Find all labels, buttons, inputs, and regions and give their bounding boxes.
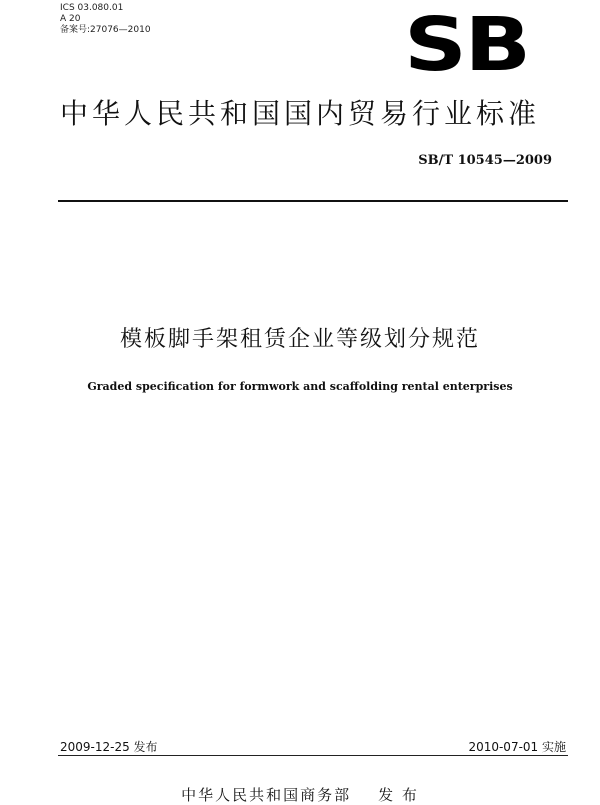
ccs-code: A 20 — [60, 14, 81, 24]
standard-number: SB/T 10545—2009 — [418, 153, 552, 168]
org-title: 中华人民共和国国内贸易行业标准 — [59, 97, 540, 130]
record-number: 备案号:27076—2010 — [60, 25, 151, 35]
header-divider — [58, 200, 568, 202]
classification-block — [60, 3, 151, 36]
publisher: 中华人民共和国商务部 发 布 — [181, 786, 419, 804]
sb-logo: SB — [404, 2, 529, 88]
document-title-english: Graded specification for formwork and scaffolding rental enterprises — [87, 380, 513, 393]
issue-date: 2009-12-25 发布 — [60, 740, 158, 754]
implementation-date: 2010-07-01 实施 — [468, 740, 566, 754]
ics-code: ICS 03.080.01 — [60, 3, 124, 13]
footer-divider — [58, 755, 568, 756]
document-title: 模板脚手架租赁企业等级划分规范 — [119, 327, 480, 352]
